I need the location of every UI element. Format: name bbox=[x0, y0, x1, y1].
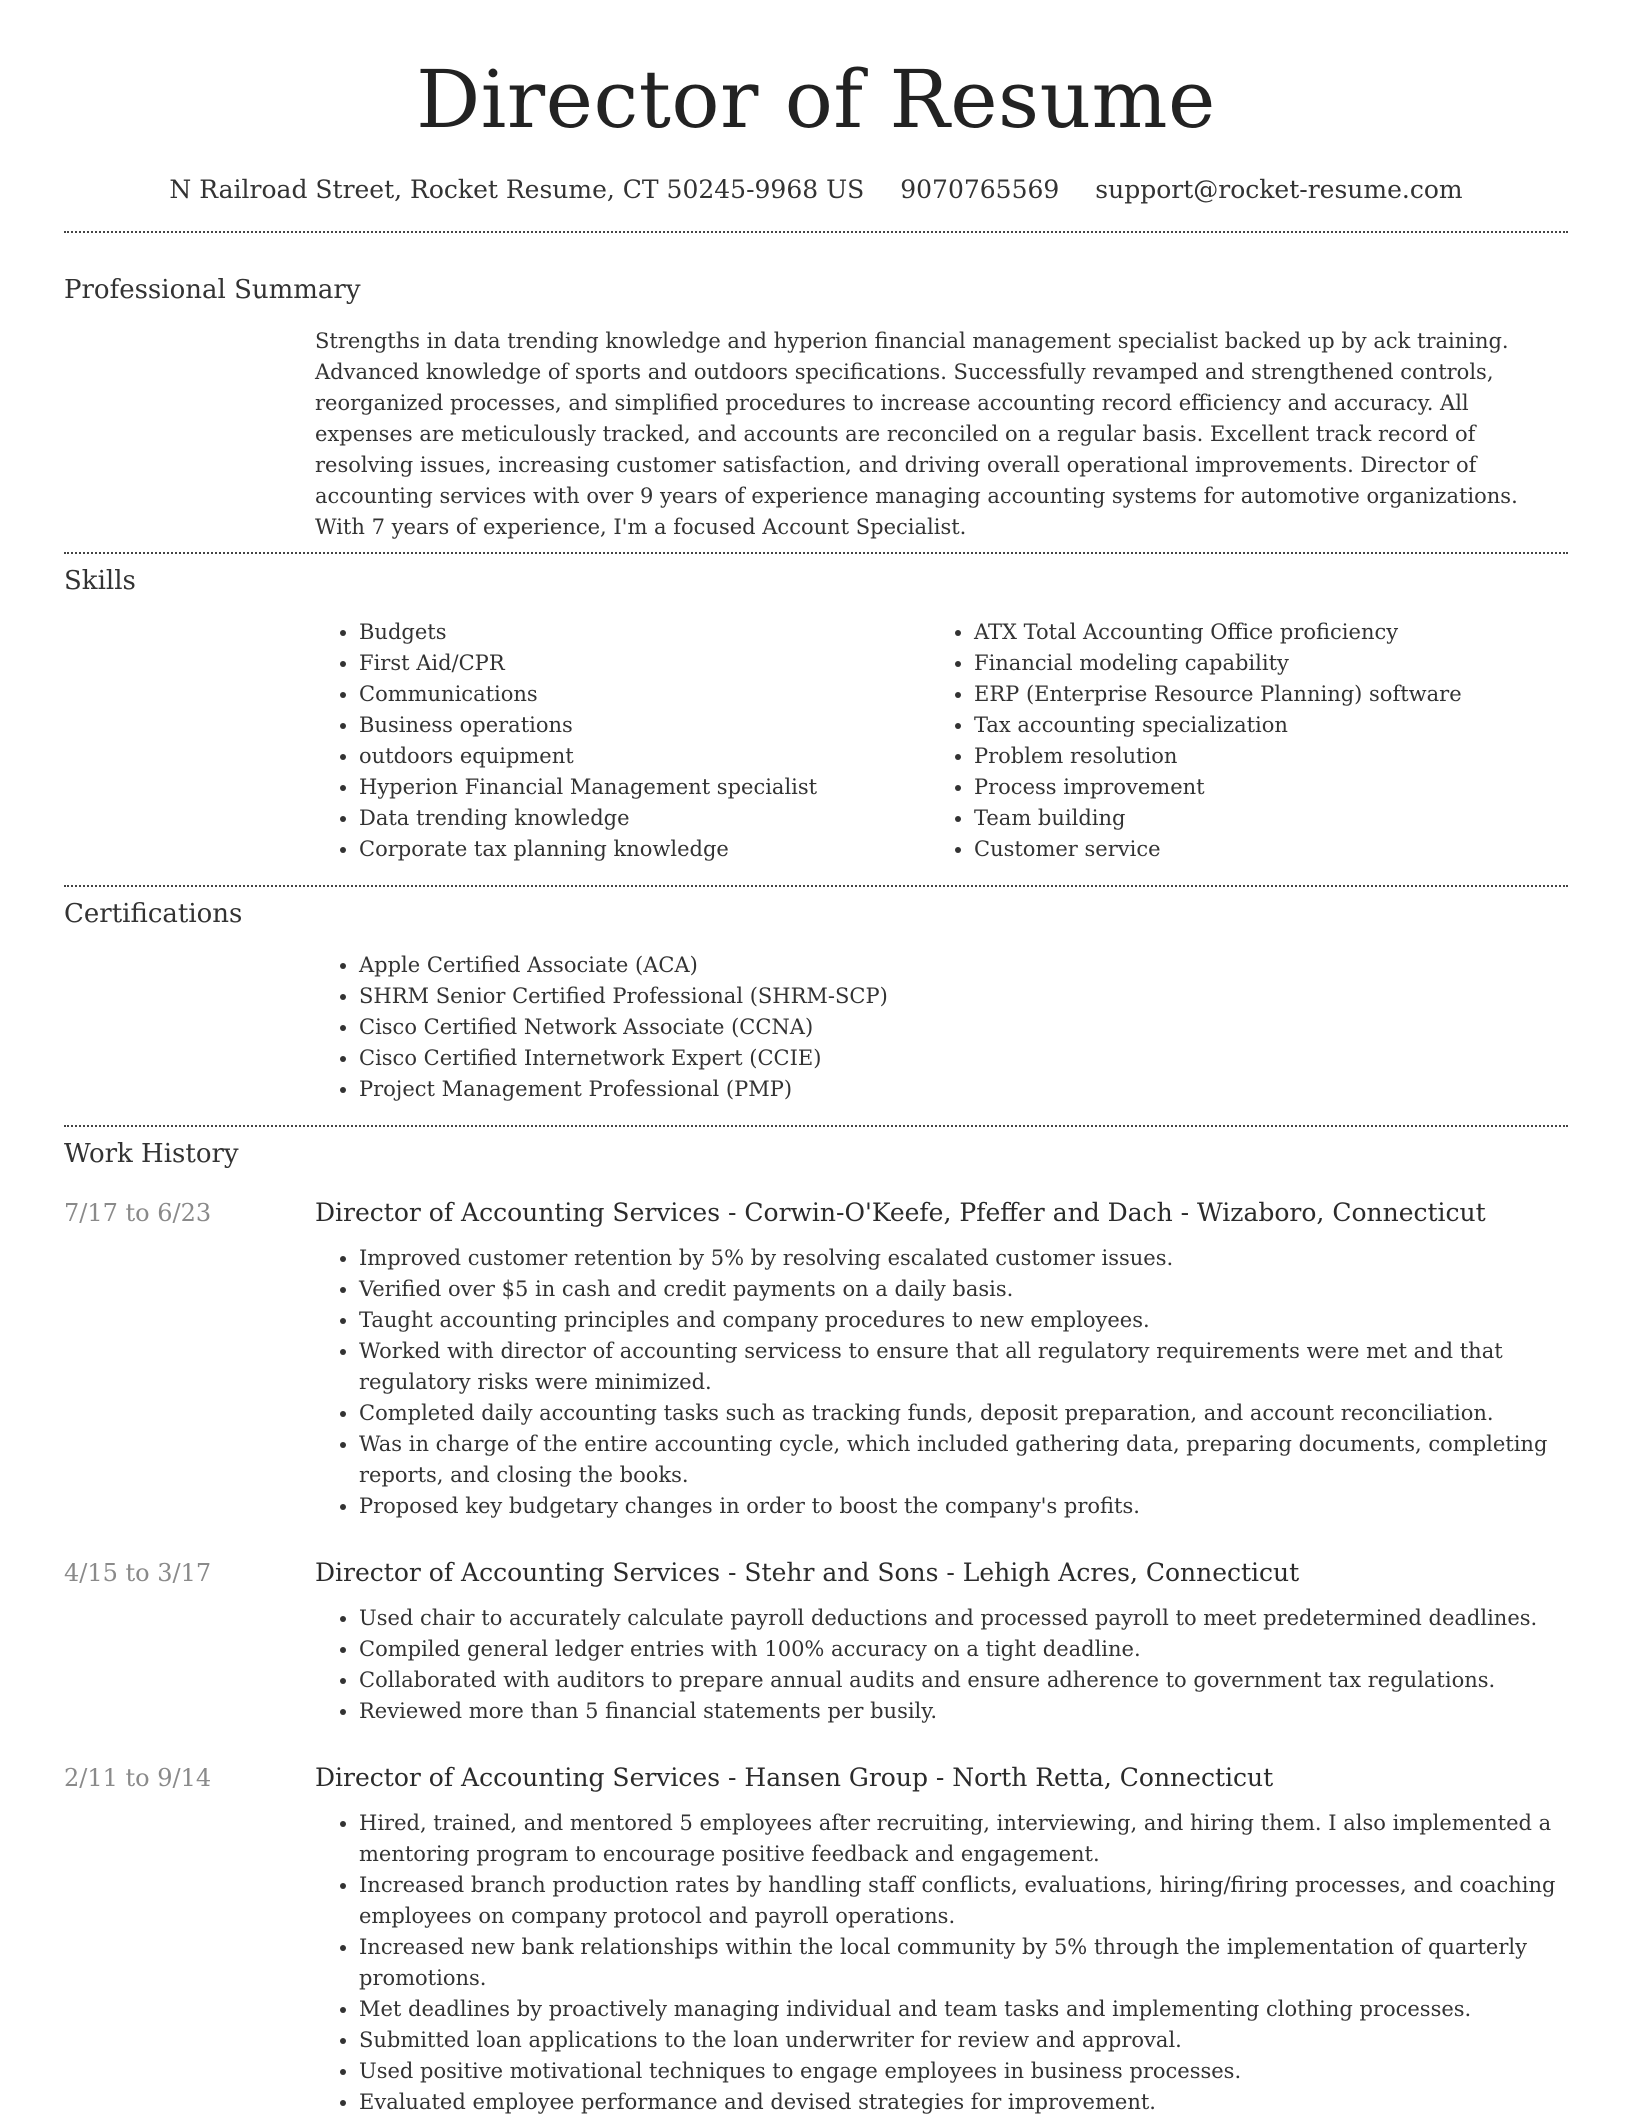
skill-item: • outdoors equipment bbox=[359, 741, 930, 772]
job-title: Director of Accounting Services - Stehr and Sons - Lehigh Acres, Connecticut bbox=[315, 1558, 1300, 1587]
job-title: Director of Accounting Services - Hansen Group - North Retta, Connecticut bbox=[315, 1763, 1274, 1792]
summary-section bbox=[64, 273, 1568, 543]
job-bullet: • Evaluated employee performance and devised strategies for improvement. bbox=[359, 2087, 1568, 2118]
skill-item: • First Aid/CPR bbox=[359, 648, 930, 679]
certification-item: • Apple Certified Associate (ACA) bbox=[359, 950, 1568, 981]
job-dates: 2/11 to 9/14 bbox=[64, 1764, 212, 1792]
certification-item: • Project Management Professional (PMP) bbox=[359, 1074, 1568, 1105]
skills-columns bbox=[315, 617, 1568, 865]
skills-section bbox=[64, 564, 1568, 865]
skill-item: • Business operations bbox=[359, 710, 930, 741]
job-bullet: • Collaborated with auditors to prepare annual audits and ensure adherence to government tax regulations. bbox=[359, 1665, 1568, 1696]
summary-heading: Professional Summary bbox=[64, 275, 361, 305]
job-title: Director of Accounting Services - Corwin-O'Keefe, Pfeffer and Dach - Wizaboro, Connecticut bbox=[315, 1198, 1486, 1227]
certification-item: • SHRM Senior Certified Professional (SHRM-SCP) bbox=[359, 981, 1568, 1012]
skill-item: • Financial modeling capability bbox=[974, 648, 1545, 679]
skill-item: • Data trending knowledge bbox=[359, 803, 930, 834]
skill-item: • Hyperion Financial Management specialist bbox=[359, 772, 930, 803]
skill-item: • Corporate tax planning knowledge bbox=[359, 834, 930, 865]
job-bullet: • Submitted loan applications to the loan underwriter for review and approval. bbox=[359, 2025, 1568, 2056]
job-bullet: • Hired, trained, and mentored 5 employees after recruiting, interviewing, and hiring them. I also implemented a mentoring program to encourage positive feedback and engagement. bbox=[359, 1808, 1568, 1870]
contact-address: N Railroad Street, Rocket Resume, CT 50245-9968 US bbox=[169, 175, 865, 204]
skills-divider bbox=[64, 885, 1568, 887]
certifications-heading: Certifications bbox=[64, 899, 243, 929]
job-bullet: • Compiled general ledger entries with 100% accuracy on a tight deadline. bbox=[359, 1634, 1568, 1665]
skill-item: • Process improvement bbox=[974, 772, 1545, 803]
skills-column-right bbox=[930, 617, 1545, 865]
job-bullet: • Reviewed more than 5 financial statements per busily. bbox=[359, 1696, 1568, 1727]
certifications-section bbox=[64, 897, 1568, 1105]
job-bullet: • Increased new bank relationships within the local community by 5% through the implementation of quarterly promotions. bbox=[359, 1932, 1568, 1994]
skill-item: • Team building bbox=[974, 803, 1545, 834]
job-dates: 7/17 to 6/23 bbox=[64, 1199, 212, 1227]
contact-line bbox=[64, 174, 1568, 206]
skill-item: • Budgets bbox=[359, 617, 930, 648]
job-header bbox=[64, 1761, 1568, 1795]
work-history-section bbox=[64, 1137, 1568, 2118]
skills-column-left bbox=[315, 617, 930, 865]
certification-item: • Cisco Certified Internetwork Expert (CCIE) bbox=[359, 1043, 1568, 1074]
job-bullet: • Improved customer retention by 5% by resolving escalated customer issues. bbox=[359, 1243, 1568, 1274]
skill-item: • ATX Total Accounting Office proficiency bbox=[974, 617, 1545, 648]
resume-name: Director of Resume bbox=[416, 53, 1216, 146]
skill-item: • Problem resolution bbox=[974, 741, 1545, 772]
job-bullet: • Completed daily accounting tasks such as tracking funds, deposit preparation, and account reconciliation. bbox=[359, 1398, 1568, 1429]
contact-email: support@rocket-resume.com bbox=[1095, 175, 1463, 204]
summary-text: Strengths in data trending knowledge and hyperion financial management specialist backed up by ack training. Advanced knowledge of sports and outdoors specifications. Successfully revamped and strengthened controls, reorganized processes, and simplified procedures to increase accounting record efficiency and accuracy. All expenses are meticulously tracked, and accounts are reconciled on a regular basis. Excellent track record of resolving issues, increasing customer satisfaction, and driving overall operational improvements. Director of accounting services with over 9 years of experience managing accounting systems for automotive organizations. With 7 years of experience, I'm a focused Account Specialist. bbox=[315, 329, 1518, 539]
job-entry bbox=[64, 1196, 1568, 1522]
job-bullet: • Used chair to accurately calculate payroll deductions and processed payroll to meet predetermined deadlines. bbox=[359, 1603, 1568, 1634]
summary-divider bbox=[64, 552, 1568, 554]
certifications-divider bbox=[64, 1125, 1568, 1127]
job-dates: 4/15 to 3/17 bbox=[64, 1559, 212, 1587]
job-header bbox=[64, 1556, 1568, 1590]
job-bullet: • Was in charge of the entire accounting cycle, which included gathering data, preparing documents, completing reports, and closing the books. bbox=[359, 1429, 1568, 1491]
job-bullet: • Proposed key budgetary changes in order to boost the company's profits. bbox=[359, 1491, 1568, 1522]
job-entry bbox=[64, 1556, 1568, 1727]
work-history-heading: Work History bbox=[64, 1139, 239, 1169]
job-entry bbox=[64, 1761, 1568, 2118]
job-bullet: • Worked with director of accounting servicess to ensure that all regulatory requirements were met and that regulatory risks were minimized. bbox=[359, 1336, 1568, 1398]
contact-phone: 9070765569 bbox=[900, 175, 1060, 204]
certification-item: • Cisco Certified Network Associate (CCNA) bbox=[359, 1012, 1568, 1043]
job-bullet: • Increased branch production rates by handling staff conflicts, evaluations, hiring/firing processes, and coaching employees on company protocol and payroll operations. bbox=[359, 1870, 1568, 1932]
resume-header bbox=[64, 0, 1568, 206]
job-bullet: • Taught accounting principles and company procedures to new employees. bbox=[359, 1305, 1568, 1336]
skill-item: • ERP (Enterprise Resource Planning) software bbox=[974, 679, 1545, 710]
skill-item: • Tax accounting specialization bbox=[974, 710, 1545, 741]
job-bullets bbox=[315, 1243, 1568, 1522]
job-bullet: • Used positive motivational techniques to engage employees in business processes. bbox=[359, 2056, 1568, 2087]
skill-item: • Communications bbox=[359, 679, 930, 710]
job-bullet: • Verified over $5 in cash and credit payments on a daily basis. bbox=[359, 1274, 1568, 1305]
job-bullets bbox=[315, 1603, 1568, 1727]
job-bullets bbox=[315, 1808, 1568, 2118]
skill-item: • Customer service bbox=[974, 834, 1545, 865]
skills-heading: Skills bbox=[64, 566, 136, 596]
resume-page bbox=[64, 0, 1568, 2118]
job-header bbox=[64, 1196, 1568, 1230]
job-bullet: • Met deadlines by proactively managing individual and team tasks and implementing clothing processes. bbox=[359, 1994, 1568, 2025]
header-divider bbox=[64, 231, 1568, 233]
certifications-list bbox=[315, 950, 1568, 1105]
